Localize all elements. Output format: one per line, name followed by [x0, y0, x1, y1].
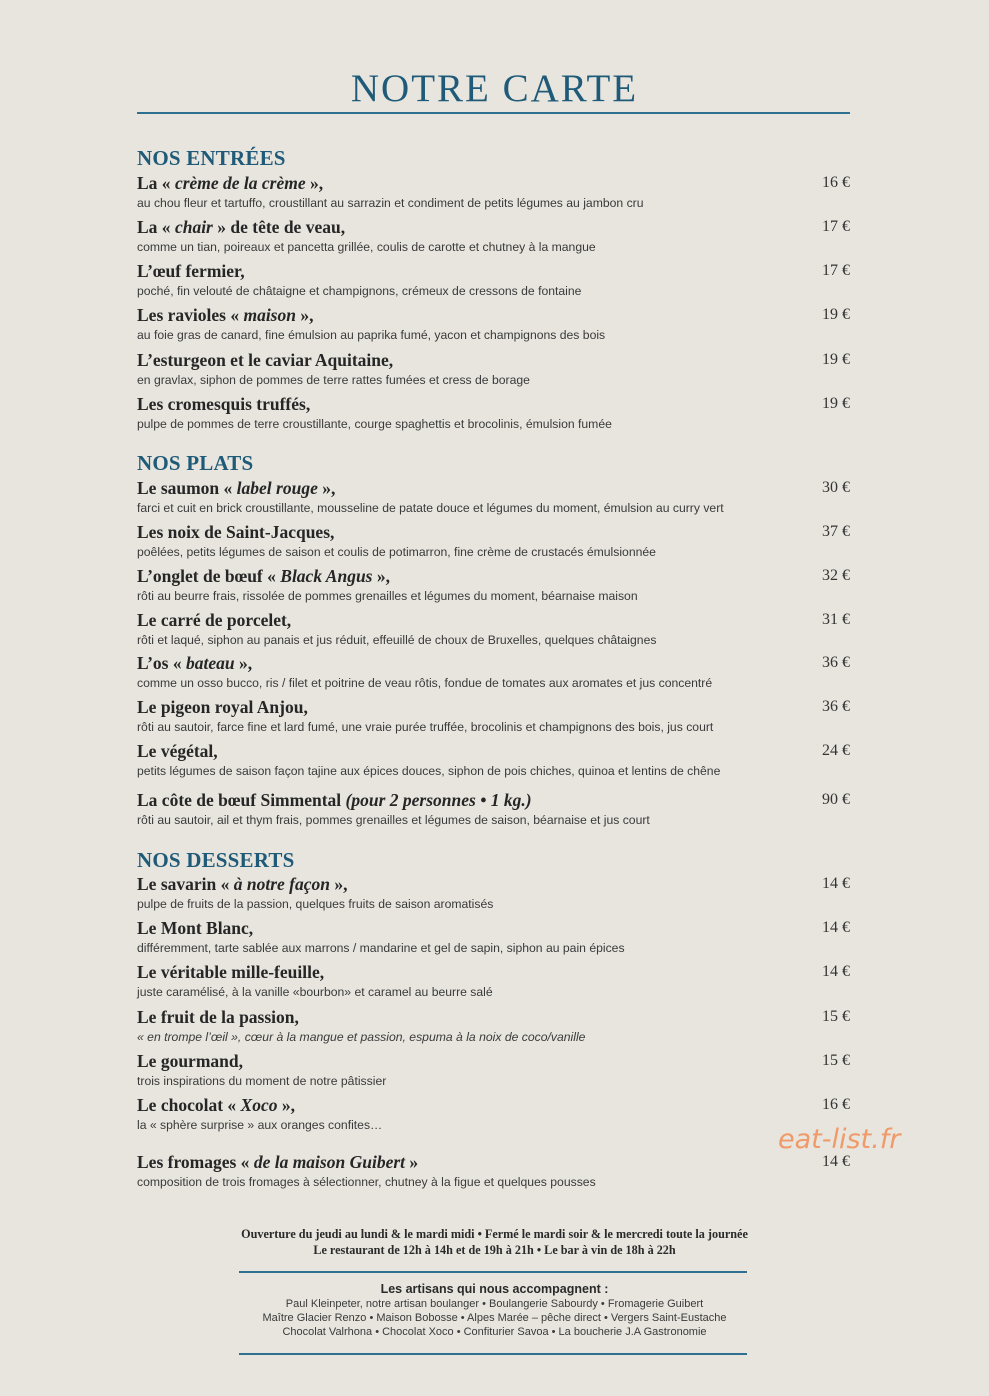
- dish-name-text: Les fromages «: [137, 1152, 254, 1172]
- dish-name-text: Le carré de porcelet,: [137, 610, 292, 630]
- dish-name-text: Le pigeon royal Anjou,: [137, 697, 308, 717]
- dish-name-suffix: » de tête de veau,: [212, 217, 346, 237]
- dish-description: au chou fleur et tartuffo, croustillant au sarrazin et condiment de petits légumes au jambon cru: [137, 196, 644, 210]
- dish-name-text: L’œuf fermier,: [137, 261, 245, 281]
- dish-name: [137, 304, 850, 326]
- menu-item: [137, 873, 850, 912]
- dish-price: 14 €: [822, 1153, 850, 1170]
- dish-price: 19 €: [822, 306, 850, 323]
- dish-price: 16 €: [822, 1096, 850, 1113]
- menu-title: NOTRE CARTE: [350, 67, 639, 110]
- dish-price: 14 €: [822, 875, 850, 892]
- dish-name-text: Le Mont Blanc,: [137, 918, 254, 938]
- dish-name: [137, 696, 850, 718]
- dish-price: 15 €: [822, 1008, 850, 1025]
- menu-item: [137, 477, 850, 516]
- dish-name: [137, 565, 850, 587]
- artisans-line: Chocolat Valrhona • Chocolat Xoco • Confiturier Savoa • La boucherie J.A Gastronomie: [282, 1326, 707, 1338]
- dish-description: trois inspirations du moment de notre pâtissier: [137, 1074, 387, 1088]
- dish-description: « en trompe l’œil », cœur à la mangue et passion, espuma à la noix de coco/vanille: [137, 1030, 586, 1044]
- menu-item: [137, 521, 850, 560]
- dish-name-text: La côte de bœuf Simmental: [137, 790, 346, 810]
- dish-price: 24 €: [822, 742, 850, 759]
- dish-name-suffix: »: [405, 1152, 419, 1172]
- artisans-title: Les artisans qui nous accompagnent :: [380, 1282, 609, 1296]
- artisans-line: Maître Glacier Renzo • Maison Bobosse • Alpes Marée – pêche direct • Vergers Saint-Eustache: [262, 1312, 727, 1324]
- menu-item: [137, 172, 850, 211]
- dish-name-emphasis: crème de la crème: [174, 173, 306, 193]
- menu-item: [137, 349, 850, 388]
- dish-name: [137, 1006, 850, 1028]
- dish-description: en gravlax, siphon de pommes de terre rattes fumées et cress de borage: [137, 373, 530, 387]
- dish-name-text: Les cromesquis truffés,: [137, 394, 311, 414]
- dish-name-emphasis: label rouge: [236, 478, 318, 498]
- dish-description: différemment, tarte sablée aux marrons / mandarine et gel de sapin, siphon au pain épices: [137, 941, 625, 955]
- dish-name: [137, 260, 850, 282]
- menu-item: [137, 696, 850, 735]
- dish-description: la « sphère surprise » aux oranges confites…: [137, 1118, 383, 1132]
- dish-name-emphasis: de la maison Guibert: [253, 1152, 406, 1172]
- dish-name: [137, 740, 850, 762]
- dish-price: 14 €: [822, 963, 850, 980]
- dish-name-suffix: »,: [234, 653, 253, 673]
- dish-name-emphasis: à notre façon: [233, 874, 330, 894]
- footer-divider-top: [239, 1271, 747, 1273]
- dish-description: pulpe de pommes de terre croustillante, courge spaghettis et brocolinis, émulsion fumée: [137, 417, 612, 431]
- dish-name-emphasis: bateau: [185, 653, 235, 673]
- dish-description: pulpe de fruits de la passion, quelques fruits de saison aromatisés: [137, 897, 494, 911]
- footer-divider-bottom: [239, 1353, 747, 1355]
- dish-name: [137, 1094, 850, 1116]
- dish-name-suffix: »,: [330, 874, 348, 894]
- dish-name-suffix: »,: [295, 305, 314, 325]
- menu-item: [137, 260, 850, 299]
- dish-name-text: Les noix de Saint-Jacques,: [137, 522, 335, 542]
- dish-name: [137, 789, 850, 811]
- dish-description: composition de trois fromages à sélectionner, chutney à la figue et quelques pousses: [137, 1175, 596, 1189]
- dish-description: rôti au sautoir, farce fine et lard fumé, une vraie purée truffée, brocolinis et champignons des bois, jus court: [137, 720, 714, 734]
- dish-price: 36 €: [822, 654, 850, 671]
- dish-price: 19 €: [822, 351, 850, 368]
- dish-price: 32 €: [822, 567, 850, 584]
- opening-hours-line: Ouverture du jeudi au lundi & le mardi midi • Fermé le mardi soir & le mercredi toute la journée: [241, 1227, 748, 1241]
- dish-description: rôti et laqué, siphon au panais et jus réduit, effeuillé de choux de Bruxelles, quelques châtaignes: [137, 633, 657, 647]
- dish-name: [137, 961, 850, 983]
- dish-description: comme un osso bucco, ris / filet et poitrine de veau rôtis, fondue de tomates aux aromates et jus concentré: [137, 676, 713, 690]
- dish-price: 31 €: [822, 611, 850, 628]
- dish-price: 90 €: [822, 791, 850, 808]
- dish-name: [137, 609, 850, 631]
- dish-description: poêlées, petits légumes de saison et coulis de potimarron, fine crème de crustacés émulsionnée: [137, 545, 656, 559]
- dish-description: rôti au beurre frais, rissolée de pommes grenailles et légumes du moment, béarnaise maison: [137, 589, 638, 603]
- dish-name: [137, 873, 850, 895]
- menu-item: [137, 917, 850, 956]
- title-divider: [137, 112, 850, 114]
- dish-name-text: Le végétal,: [137, 741, 218, 761]
- dish-name-emphasis: Xoco: [240, 1095, 278, 1115]
- dish-name: [137, 216, 850, 238]
- dish-name: [137, 1050, 850, 1072]
- dish-name-text: Le gourmand,: [137, 1051, 243, 1071]
- dish-name-suffix: »,: [372, 566, 390, 586]
- dish-name: [137, 1151, 850, 1173]
- dish-description: farci et cuit en brick croustillante, mousseline de patate douce et légumes du moment, émulsion au curry vert: [137, 501, 724, 515]
- dish-name-text: Le chocolat «: [137, 1095, 241, 1115]
- menu-item: [137, 304, 850, 343]
- watermark-logo: eat-list.fr: [778, 1124, 901, 1155]
- dish-price: 17 €: [822, 218, 850, 235]
- dish-name-text: Le saumon «: [137, 478, 237, 498]
- dish-description: comme un tian, poireaux et pancetta grillée, coulis de carotte et chutney à la mangue: [137, 240, 596, 254]
- menu-item: [137, 789, 850, 828]
- dish-name-emphasis: (pour 2 personnes • 1 kg.): [345, 790, 532, 810]
- dish-name: [137, 917, 850, 939]
- dish-name-text: L’esturgeon et le caviar Aquitaine,: [137, 350, 394, 370]
- menu-item: [137, 216, 850, 255]
- dish-name-text: Le savarin «: [137, 874, 234, 894]
- dish-name-text: La «: [137, 217, 175, 237]
- dish-name-suffix: »,: [305, 173, 324, 193]
- menu-item: [137, 961, 850, 1000]
- dish-name: [137, 477, 850, 499]
- dish-name: [137, 172, 850, 194]
- menu-item: [137, 1006, 850, 1045]
- dish-price: 14 €: [822, 919, 850, 936]
- dish-price: 17 €: [822, 262, 850, 279]
- dish-name: [137, 349, 850, 371]
- dish-name-text: Les ravioles «: [137, 305, 244, 325]
- dish-name-text: L’os «: [137, 653, 186, 673]
- menu-item: [137, 1050, 850, 1089]
- menu-item: [137, 1151, 850, 1190]
- dish-name-suffix: »,: [317, 478, 336, 498]
- dish-price: 36 €: [822, 698, 850, 715]
- dish-name-suffix: »,: [277, 1095, 295, 1115]
- dish-price: 16 €: [822, 174, 850, 191]
- section-heading-plats: NOS PLATS: [137, 451, 254, 475]
- menu-item: [137, 1094, 850, 1133]
- dish-name: [137, 521, 850, 543]
- section-heading-desserts: NOS DESSERTS: [137, 848, 295, 872]
- artisans-line: Paul Kleinpeter, notre artisan boulanger • Boulangerie Sabourdy • Fromagerie Guibert: [285, 1298, 704, 1310]
- dish-name-text: Le véritable mille-feuille,: [137, 962, 325, 982]
- dish-description: au foie gras de canard, fine émulsion au paprika fumé, yacon et champignons des bois: [137, 328, 606, 342]
- menu-item: [137, 393, 850, 432]
- dish-name-emphasis: Black Angus: [280, 566, 373, 586]
- dish-name-emphasis: chair: [174, 217, 213, 237]
- menu-item: [137, 652, 850, 691]
- dish-name-text: Le fruit de la passion,: [137, 1007, 299, 1027]
- menu-item: [137, 740, 850, 779]
- dish-description: poché, fin velouté de châtaigne et champignons, crémeux de cressons de fontaine: [137, 284, 582, 298]
- dish-description: petits légumes de saison façon tajine aux épices douces, siphon de pois chiches, quinoa et lentins de chêne: [137, 764, 721, 778]
- dish-price: 15 €: [822, 1052, 850, 1069]
- section-heading-entrees: NOS ENTRÉES: [137, 146, 286, 170]
- service-hours-line: Le restaurant de 12h à 14h et de 19h à 21h • Le bar à vin de 18h à 22h: [313, 1243, 676, 1257]
- dish-price: 30 €: [822, 479, 850, 496]
- dish-name: [137, 393, 850, 415]
- dish-name-text: L’onglet de bœuf «: [137, 566, 281, 586]
- dish-name-text: La «: [137, 173, 175, 193]
- dish-description: rôti au sautoir, ail et thym frais, pommes grenailles et légumes de saison, béarnaise et jus court: [137, 813, 650, 827]
- dish-price: 37 €: [822, 523, 850, 540]
- dish-name: [137, 652, 850, 674]
- dish-description: juste caramélisé, à la vanille «bourbon» et caramel au beurre salé: [137, 985, 493, 999]
- menu-item: [137, 565, 850, 604]
- dish-price: 19 €: [822, 395, 850, 412]
- menu-item: [137, 609, 850, 648]
- dish-name-emphasis: maison: [243, 305, 296, 325]
